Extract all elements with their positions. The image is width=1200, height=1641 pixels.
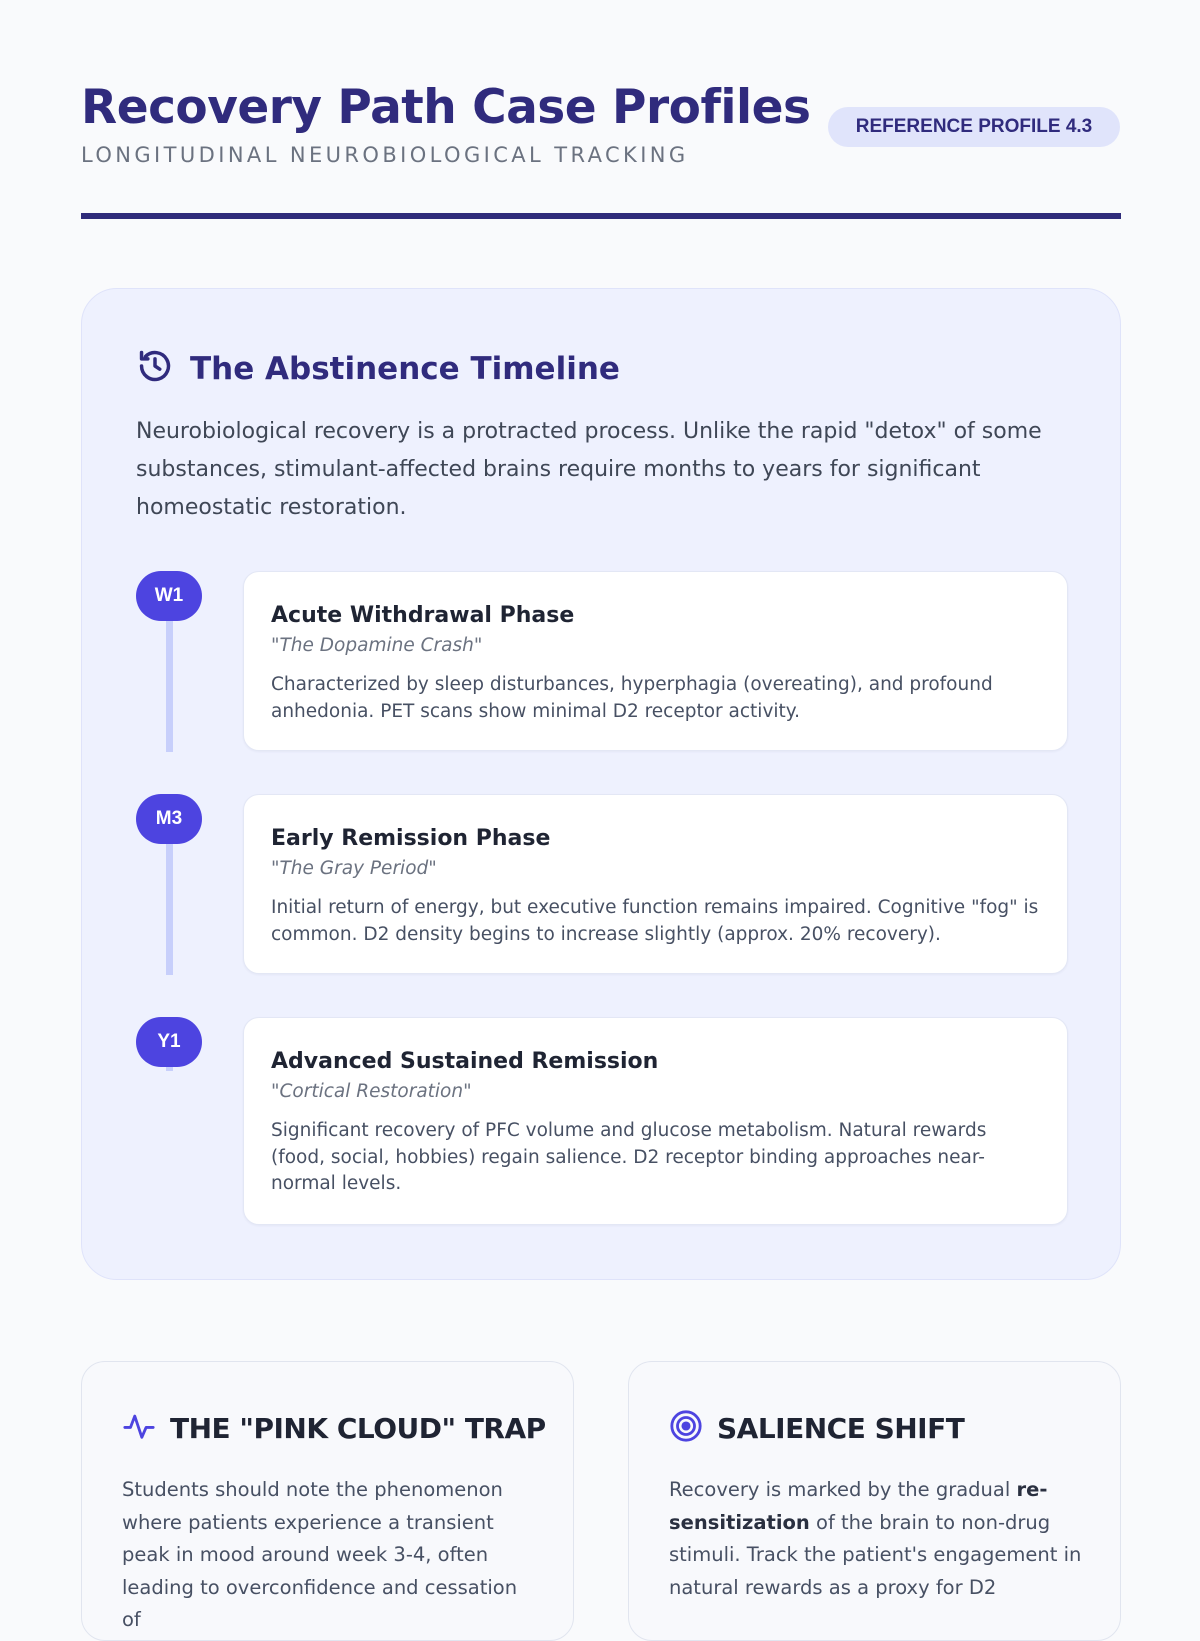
salience-heading: [669, 1409, 964, 1448]
phase-quote: "The Dopamine Crash": [271, 635, 483, 656]
salience-text: [669, 1474, 1089, 1604]
phase-title: Advanced Sustained Remission: [271, 1049, 659, 1074]
timeline-phase-w1: [136, 571, 1068, 753]
timeline-connector: [166, 842, 173, 975]
phase-card: [243, 794, 1068, 974]
pink-cloud-text: Students should note the phenomenon where patients experience a transient peak in mood around week 3-4, often leading to overconfidence and cessation of: [122, 1478, 518, 1631]
salience-shift-card: [628, 1361, 1121, 1641]
pink-cloud-card: [81, 1361, 574, 1641]
pink-cloud-title: THE "PINK CLOUD" TRAP: [170, 1412, 546, 1445]
phase-marker: W1: [136, 571, 202, 621]
page-subtitle: LONGITUDINAL NEUROBIOLOGICAL TRACKING: [81, 143, 689, 167]
target-icon: [669, 1409, 703, 1448]
phase-title: Acute Withdrawal Phase: [271, 603, 575, 628]
phase-card: [243, 1017, 1068, 1225]
phase-marker: Y1: [136, 1017, 202, 1067]
abstinence-timeline-panel: [81, 288, 1121, 1280]
phase-quote: "The Gray Period": [271, 858, 437, 879]
phase-quote: "Cortical Restoration": [271, 1081, 472, 1102]
timeline-connector: [166, 619, 173, 752]
activity-pulse-icon: [122, 1409, 156, 1448]
reference-badge: REFERENCE PROFILE 4.3: [828, 107, 1120, 147]
pink-cloud-heading: [122, 1409, 546, 1448]
phase-title: Early Remission Phase: [271, 826, 551, 851]
timeline-phase-m3: [136, 794, 1068, 976]
phase-description: Characterized by sleep disturbances, hyperphagia (overeating), and profound anhedonia. PET scans show minimal D2 receptor activity.: [271, 674, 993, 722]
salience-text-end: of the brain to non-drug stimuli. Track the patient's engagement in natural rewards as a proxy for D2: [669, 1510, 1082, 1599]
header-divider: [81, 213, 1121, 219]
phase-marker: M3: [136, 794, 202, 844]
salience-text-start: Recovery is marked by the gradual: [669, 1478, 1017, 1501]
salience-emphasis: re-sensitization: [669, 1478, 1048, 1534]
page-title: Recovery Path Case Profiles: [81, 80, 811, 135]
timeline-phase-y1: [136, 1017, 1068, 1199]
phase-description: Significant recovery of PFC volume and glucose metabolism. Natural rewards (food, social, hobbies) regain salience. D2 receptor binding approaches near-normal levels.: [271, 1120, 987, 1194]
timeline-intro: Neurobiological recovery is a protracted process. Unlike the rapid "detox" of some substances, stimulant-affected brains require months to years for significant homeostatic restoration.: [136, 419, 1042, 520]
salience-title: SALIENCE SHIFT: [717, 1412, 965, 1445]
phase-description: Initial return of energy, but executive function remains impaired. Cognitive "fog" is common. D2 density begins to increase slightly (approx. 20% recovery).: [271, 897, 1039, 945]
phase-card: [243, 571, 1068, 751]
history-icon: [136, 347, 174, 390]
timeline-title: The Abstinence Timeline: [190, 350, 620, 387]
timeline-heading: [136, 347, 620, 390]
